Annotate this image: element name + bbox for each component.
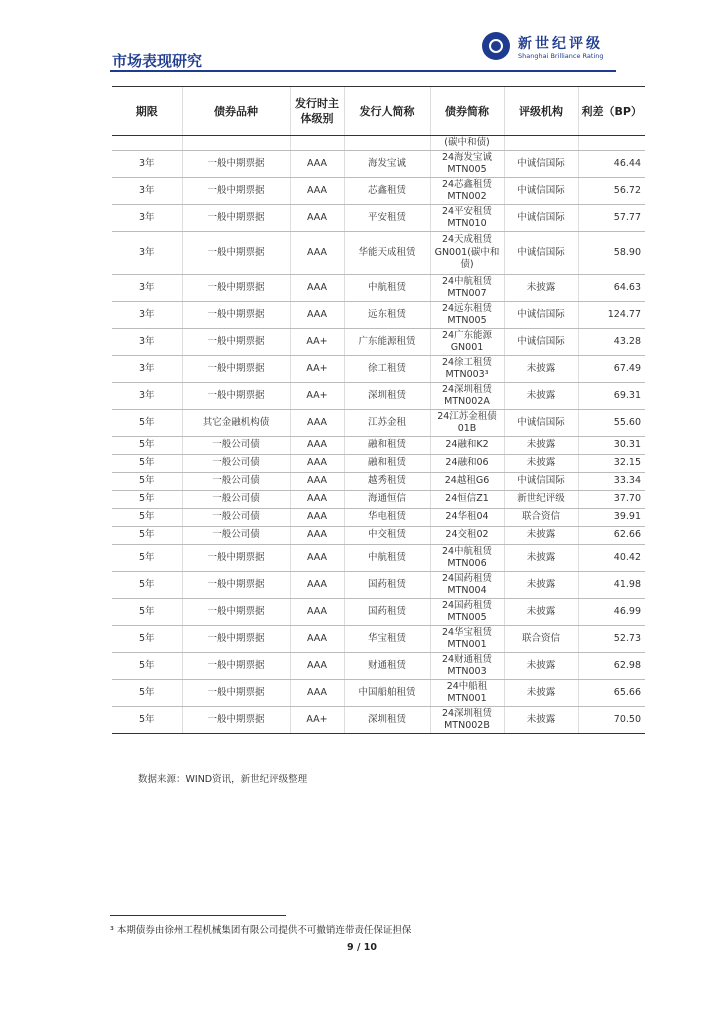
footnote: ³ 本期债券由徐州工程机械集团有限公司提供不可撤销连带责任保证担保 [110, 925, 412, 936]
cell-issuer: 广东能源租赁 [344, 329, 430, 356]
continuation-row [112, 136, 645, 151]
cell-issuer-rating: AAA [290, 437, 344, 455]
cell-rating-agency: 中诚信国际 [504, 151, 578, 178]
cell-rating-agency: 未披露 [504, 545, 578, 572]
cell-issuer: 江苏金租 [344, 410, 430, 437]
cell-issuer: 国药租赁 [344, 599, 430, 626]
cell-issuer: 中国船舶租赁 [344, 680, 430, 707]
cell-bond-type: 一般中期票据 [182, 680, 290, 707]
cell-issuer: 华宝租赁 [344, 626, 430, 653]
cell-issuer-rating: AA+ [290, 356, 344, 383]
cell-bond-name: 24深圳租赁MTN002B [430, 707, 504, 734]
col-header-spread: 利差（BP） [578, 87, 645, 136]
cell-issuer: 深圳租赁 [344, 707, 430, 734]
cell-issuer-rating: AAA [290, 572, 344, 599]
cell-term: 5年 [112, 599, 182, 626]
data-source-note: 数据来源：WIND资讯，新世纪评级整理 [138, 774, 308, 785]
cell-rating-agency: 中诚信国际 [504, 473, 578, 491]
cell-rating-agency: 中诚信国际 [504, 232, 578, 275]
cell-rating-agency: 中诚信国际 [504, 178, 578, 205]
cell-bond-name: 24深圳租赁MTN002A [430, 383, 504, 410]
cell-term: 5年 [112, 491, 182, 509]
cell-bond-name: 24江苏金租债01B [430, 410, 504, 437]
col-header-issuer-rating: 发行时主体级别 [290, 87, 344, 136]
cell-issuer-rating: AA+ [290, 329, 344, 356]
cell-bond-name: 24融和K2 [430, 437, 504, 455]
table-row [112, 383, 645, 410]
col-header-rating-agency: 评级机构 [504, 87, 578, 136]
cell-bond-name: 24中航租赁MTN006 [430, 545, 504, 572]
cell-term: 5年 [112, 527, 182, 545]
cell-issuer: 徐工租赁 [344, 356, 430, 383]
cell-bond-name: 24芯鑫租赁MTN002 [430, 178, 504, 205]
table-row [112, 232, 645, 275]
cell-spread: 58.90 [578, 232, 645, 275]
cell-term: 3年 [112, 329, 182, 356]
table-row [112, 151, 645, 178]
cell-spread: 62.98 [578, 653, 645, 680]
col-header-issuer: 发行人简称 [344, 87, 430, 136]
header-divider [110, 70, 616, 72]
section-title: 市场表现研究 [112, 52, 203, 70]
continuation-cell: (碳中和债) [430, 136, 504, 151]
cell-spread: 70.50 [578, 707, 645, 734]
cell-spread: 46.44 [578, 151, 645, 178]
cell-issuer-rating: AAA [290, 599, 344, 626]
cell-bond-name: 24徐工租赁MTN003³ [430, 356, 504, 383]
cell-bond-type: 一般公司债 [182, 437, 290, 455]
table-row [112, 599, 645, 626]
cell-term: 5年 [112, 455, 182, 473]
cell-bond-type: 一般中期票据 [182, 572, 290, 599]
cell-issuer: 融和租赁 [344, 437, 430, 455]
cell-spread: 46.99 [578, 599, 645, 626]
cell-spread: 37.70 [578, 491, 645, 509]
cell-bond-name: 24华租04 [430, 509, 504, 527]
cell-bond-type: 一般中期票据 [182, 356, 290, 383]
cell-issuer: 深圳租赁 [344, 383, 430, 410]
cell-bond-type: 一般中期票据 [182, 302, 290, 329]
cell-bond-name: 24广东能源GN001 [430, 329, 504, 356]
cell-term: 3年 [112, 151, 182, 178]
cell-bond-name: 24中船租MTN001 [430, 680, 504, 707]
cell-term: 5年 [112, 410, 182, 437]
cell-term: 3年 [112, 232, 182, 275]
cell-bond-type: 一般中期票据 [182, 178, 290, 205]
cell-spread: 67.49 [578, 356, 645, 383]
table-row [112, 437, 645, 455]
cell-bond-type: 一般中期票据 [182, 545, 290, 572]
cell-term: 3年 [112, 205, 182, 232]
col-header-bond-type: 债券品种 [182, 87, 290, 136]
cell-spread: 62.66 [578, 527, 645, 545]
table-row [112, 473, 645, 491]
cell-term: 3年 [112, 178, 182, 205]
cell-issuer-rating: AAA [290, 178, 344, 205]
cell-bond-type: 其它金融机构债 [182, 410, 290, 437]
cell-rating-agency: 新世纪评级 [504, 491, 578, 509]
cell-term: 5年 [112, 626, 182, 653]
cell-issuer: 融和租赁 [344, 455, 430, 473]
cell-bond-type: 一般中期票据 [182, 232, 290, 275]
cell-rating-agency: 未披露 [504, 455, 578, 473]
cell-issuer: 中交租赁 [344, 527, 430, 545]
cell-spread: 39.91 [578, 509, 645, 527]
cell-issuer-rating: AAA [290, 509, 344, 527]
cell-bond-type: 一般中期票据 [182, 329, 290, 356]
table-row [112, 205, 645, 232]
cell-rating-agency: 中诚信国际 [504, 410, 578, 437]
table-row [112, 707, 645, 734]
table-row [112, 626, 645, 653]
table-row [112, 275, 645, 302]
cell-rating-agency: 未披露 [504, 275, 578, 302]
cell-bond-name: 24平安租赁MTN010 [430, 205, 504, 232]
cell-issuer-rating: AAA [290, 527, 344, 545]
cell-bond-name: 24融和06 [430, 455, 504, 473]
table-row [112, 572, 645, 599]
cell-term: 3年 [112, 302, 182, 329]
cell-issuer-rating: AA+ [290, 707, 344, 734]
cell-issuer-rating: AAA [290, 205, 344, 232]
cell-spread: 55.60 [578, 410, 645, 437]
cell-issuer-rating: AAA [290, 545, 344, 572]
cell-issuer-rating: AAA [290, 626, 344, 653]
cell-bond-type: 一般中期票据 [182, 205, 290, 232]
cell-spread: 69.31 [578, 383, 645, 410]
cell-term: 5年 [112, 572, 182, 599]
cell-bond-type: 一般公司债 [182, 491, 290, 509]
cell-term: 5年 [112, 653, 182, 680]
cell-rating-agency: 未披露 [504, 356, 578, 383]
cell-rating-agency: 中诚信国际 [504, 205, 578, 232]
table-row [112, 410, 645, 437]
cell-bond-name: 24国药租赁MTN005 [430, 599, 504, 626]
cell-issuer-rating: AAA [290, 151, 344, 178]
cell-bond-type: 一般公司债 [182, 527, 290, 545]
footnote-divider [110, 915, 286, 916]
cell-bond-name: 24远东租赁MTN005 [430, 302, 504, 329]
cell-rating-agency: 中诚信国际 [504, 329, 578, 356]
cell-issuer: 华电租赁 [344, 509, 430, 527]
cell-bond-name: 24交租02 [430, 527, 504, 545]
cell-issuer-rating: AAA [290, 232, 344, 275]
cell-issuer: 中航租赁 [344, 275, 430, 302]
brand-logo [482, 30, 622, 64]
cell-bond-name: 24恒信Z1 [430, 491, 504, 509]
table-row [112, 455, 645, 473]
cell-bond-name: 24财通租赁MTN003 [430, 653, 504, 680]
table-row [112, 329, 645, 356]
cell-spread: 30.31 [578, 437, 645, 455]
cell-issuer: 财通租赁 [344, 653, 430, 680]
cell-rating-agency: 未披露 [504, 680, 578, 707]
page-number: 9 / 10 [347, 942, 377, 953]
cell-rating-agency: 未披露 [504, 383, 578, 410]
cell-spread: 57.77 [578, 205, 645, 232]
cell-bond-type: 一般中期票据 [182, 653, 290, 680]
cell-issuer-rating: AAA [290, 491, 344, 509]
cell-spread: 64.63 [578, 275, 645, 302]
cell-term: 5年 [112, 680, 182, 707]
table-row [112, 527, 645, 545]
cell-term: 3年 [112, 383, 182, 410]
cell-rating-agency: 未披露 [504, 707, 578, 734]
cell-rating-agency: 未披露 [504, 527, 578, 545]
table-row [112, 653, 645, 680]
cell-rating-agency: 联合资信 [504, 509, 578, 527]
cell-bond-name: 24中航租赁MTN007 [430, 275, 504, 302]
cell-spread: 56.72 [578, 178, 645, 205]
cell-bond-name: 24天成租赁GN001(碳中和债) [430, 232, 504, 275]
cell-bond-type: 一般中期票据 [182, 151, 290, 178]
logo-emblem-icon [482, 32, 510, 60]
cell-bond-type: 一般中期票据 [182, 599, 290, 626]
cell-bond-type: 一般中期票据 [182, 383, 290, 410]
logo-chinese-name: 新世纪评级 [518, 36, 603, 52]
table-row [112, 178, 645, 205]
table-row [112, 302, 645, 329]
cell-issuer: 平安租赁 [344, 205, 430, 232]
cell-issuer-rating: AAA [290, 653, 344, 680]
cell-spread: 41.98 [578, 572, 645, 599]
cell-issuer: 越秀租赁 [344, 473, 430, 491]
table-row [112, 545, 645, 572]
cell-term: 3年 [112, 356, 182, 383]
cell-term: 5年 [112, 509, 182, 527]
cell-issuer-rating: AAA [290, 680, 344, 707]
cell-bond-type: 一般中期票据 [182, 626, 290, 653]
table-header-row [112, 87, 645, 136]
cell-term: 5年 [112, 437, 182, 455]
cell-issuer: 中航租赁 [344, 545, 430, 572]
cell-rating-agency: 中诚信国际 [504, 302, 578, 329]
cell-issuer-rating: AAA [290, 302, 344, 329]
cell-spread: 65.66 [578, 680, 645, 707]
cell-issuer: 海通恒信 [344, 491, 430, 509]
logo-english-name: Shanghai Brilliance Rating [518, 52, 604, 60]
cell-spread: 52.73 [578, 626, 645, 653]
cell-term: 5年 [112, 473, 182, 491]
cell-bond-type: 一般中期票据 [182, 275, 290, 302]
cell-bond-type: 一般公司债 [182, 455, 290, 473]
cell-issuer: 国药租赁 [344, 572, 430, 599]
cell-bond-type: 一般公司债 [182, 509, 290, 527]
cell-issuer-rating: AAA [290, 410, 344, 437]
cell-rating-agency: 联合资信 [504, 626, 578, 653]
cell-bond-name: 24国药租赁MTN004 [430, 572, 504, 599]
cell-rating-agency: 未披露 [504, 599, 578, 626]
cell-issuer: 芯鑫租赁 [344, 178, 430, 205]
cell-rating-agency: 未披露 [504, 653, 578, 680]
table-row [112, 680, 645, 707]
cell-bond-name: 24海发宝诚MTN005 [430, 151, 504, 178]
cell-spread: 33.34 [578, 473, 645, 491]
col-header-bond-name: 债券简称 [430, 87, 504, 136]
cell-spread: 43.28 [578, 329, 645, 356]
table-row [112, 356, 645, 383]
cell-bond-name: 24华宝租赁MTN001 [430, 626, 504, 653]
col-header-term: 期限 [112, 87, 182, 136]
cell-issuer-rating: AAA [290, 275, 344, 302]
cell-term: 5年 [112, 545, 182, 572]
spread-table [112, 86, 645, 734]
cell-term: 3年 [112, 275, 182, 302]
cell-term: 5年 [112, 707, 182, 734]
cell-issuer-rating: AA+ [290, 383, 344, 410]
table-row [112, 491, 645, 509]
cell-issuer-rating: AAA [290, 455, 344, 473]
cell-bond-type: 一般中期票据 [182, 707, 290, 734]
cell-bond-name: 24越租G6 [430, 473, 504, 491]
table-row [112, 509, 645, 527]
cell-spread: 32.15 [578, 455, 645, 473]
cell-spread: 124.77 [578, 302, 645, 329]
cell-issuer: 华能天成租赁 [344, 232, 430, 275]
cell-issuer: 海发宝诚 [344, 151, 430, 178]
cell-rating-agency: 未披露 [504, 572, 578, 599]
cell-issuer: 远东租赁 [344, 302, 430, 329]
cell-issuer-rating: AAA [290, 473, 344, 491]
cell-spread: 40.42 [578, 545, 645, 572]
cell-rating-agency: 未披露 [504, 437, 578, 455]
cell-bond-type: 一般公司债 [182, 473, 290, 491]
